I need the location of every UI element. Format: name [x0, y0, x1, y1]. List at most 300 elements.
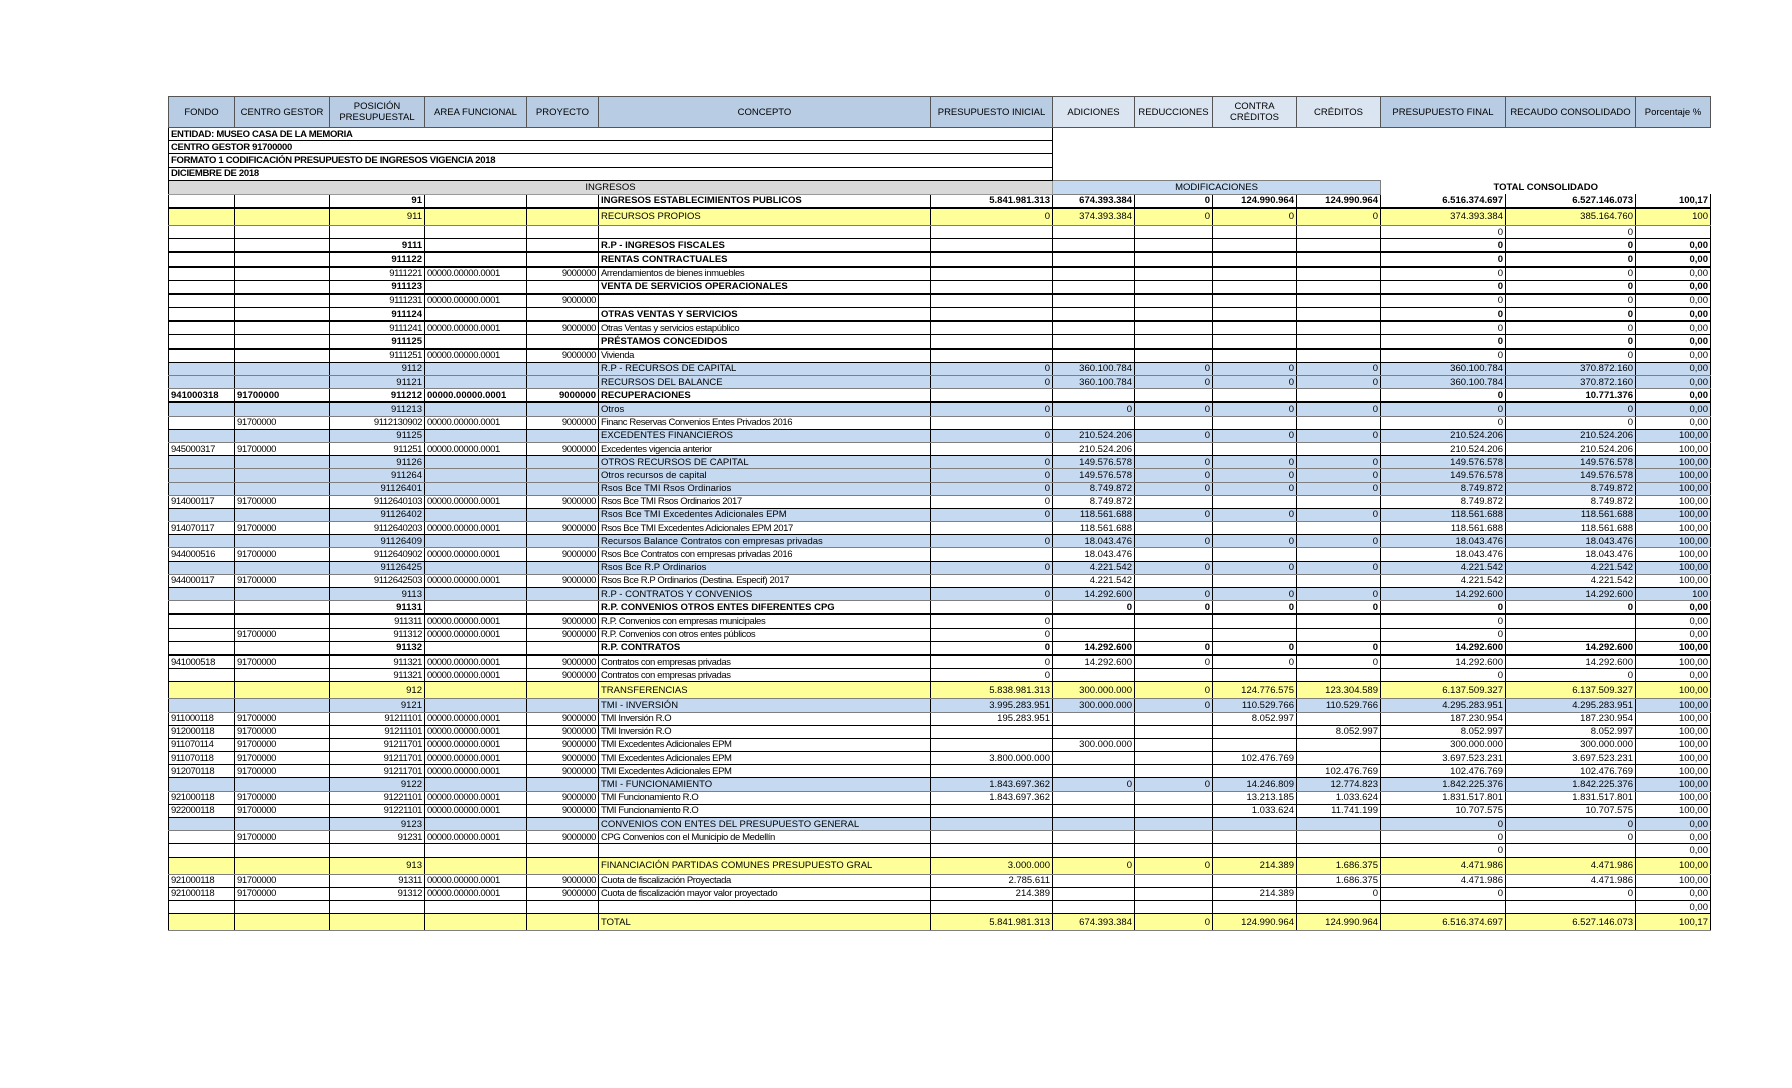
cell-concepto: Otros — [599, 402, 931, 416]
cell-proyecto: 9000000 — [527, 548, 599, 561]
cell-creditos — [1297, 548, 1381, 561]
cell-posicion-presupuestal: 911212 — [330, 389, 425, 403]
cell-concepto: PRÉSTAMOS CONCEDIDOS — [599, 335, 931, 349]
table-row — [169, 495, 1711, 508]
cell-recaudo-consolidado: 4.295.283.951 — [1506, 699, 1636, 712]
cell-porcentaje: 0,00 — [1636, 614, 1711, 628]
cell-presupuesto-final: 149.576.578 — [1381, 456, 1506, 469]
cell-presupuesto-inicial: 0 — [931, 208, 1053, 226]
cell-presupuesto-final: 118.561.688 — [1381, 522, 1506, 535]
table-row — [169, 225, 1711, 238]
cell-recaudo-consolidado: 210.524.206 — [1506, 429, 1636, 442]
cell-proyecto — [527, 280, 599, 294]
cell-proyecto: 9000000 — [527, 804, 599, 817]
cell-presupuesto-inicial — [931, 308, 1053, 322]
cell-centro-gestor — [235, 294, 330, 308]
cell-fondo — [169, 308, 235, 322]
cell-recaudo-consolidado: 0 — [1506, 225, 1636, 238]
cell-creditos: 0 — [1297, 641, 1381, 655]
cell-concepto — [599, 294, 931, 308]
cell-reducciones: 0 — [1135, 429, 1213, 442]
cell-proyecto: 9000000 — [527, 495, 599, 508]
cell-fondo: 921000118 — [169, 791, 235, 804]
cell-centro-gestor — [235, 482, 330, 495]
cell-contra-creditos — [1213, 267, 1297, 281]
cell-concepto: Contratos con empresas privadas — [599, 655, 931, 669]
cell-recaudo-consolidado: 0 — [1506, 321, 1636, 335]
cell-fondo — [169, 561, 235, 574]
cell-presupuesto-inicial: 0 — [931, 495, 1053, 508]
cell-adiciones: 0 — [1053, 402, 1135, 416]
cell-creditos: 0 — [1297, 376, 1381, 389]
column-header-proyecto: PROYECTO — [527, 97, 599, 128]
table-row — [169, 442, 1711, 455]
cell-recaudo-consolidado: 6.137.509.327 — [1506, 682, 1636, 699]
cell-recaudo-consolidado: 4.221.542 — [1506, 574, 1636, 587]
cell-contra-creditos — [1213, 900, 1297, 913]
cell-reducciones — [1135, 280, 1213, 294]
cell-presupuesto-inicial: 3.000.000 — [931, 857, 1053, 874]
cell-proyecto — [527, 900, 599, 913]
cell-presupuesto-final — [1381, 900, 1506, 913]
cell-posicion-presupuestal: 91211101 — [330, 725, 425, 738]
cell-concepto: TRANSFERENCIAS — [599, 682, 931, 699]
cell-presupuesto-final: 0 — [1381, 669, 1506, 682]
cell-proyecto — [527, 588, 599, 601]
table-row — [169, 239, 1711, 253]
cell-concepto: TMI - FUNCIONAMIENTO — [599, 778, 931, 791]
cell-concepto: OTROS RECURSOS DE CAPITAL — [599, 456, 931, 469]
cell-fondo — [169, 900, 235, 913]
table-row — [169, 280, 1711, 294]
cell-presupuesto-inicial — [931, 818, 1053, 831]
cell-adiciones: 14.292.600 — [1053, 641, 1135, 655]
cell-fondo — [169, 914, 235, 931]
cell-creditos — [1297, 614, 1381, 628]
cell-adiciones: 118.561.688 — [1053, 508, 1135, 521]
cell-concepto: Financ Reservas Convenios Entes Privados 2016 — [599, 416, 931, 429]
cell-presupuesto-final: 0 — [1381, 252, 1506, 266]
cell-posicion-presupuestal: 91126 — [330, 456, 425, 469]
cell-concepto: CPG Convenios con el Municipio de Medellín — [599, 831, 931, 844]
cell-adiciones: 300.000.000 — [1053, 738, 1135, 751]
cell-reducciones — [1135, 738, 1213, 751]
group-ingresos: INGRESOS — [169, 180, 1053, 194]
cell-recaudo-consolidado: 0 — [1506, 335, 1636, 349]
cell-concepto: RECUPERACIONES — [599, 389, 931, 403]
cell-presupuesto-inicial — [931, 349, 1053, 363]
cell-contra-creditos — [1213, 349, 1297, 363]
cell-centro-gestor — [235, 335, 330, 349]
cell-reducciones — [1135, 628, 1213, 641]
cell-porcentaje: 100,00 — [1636, 522, 1711, 535]
cell-proyecto — [527, 535, 599, 548]
cell-concepto: CONVENIOS CON ENTES DEL PRESUPUESTO GENERAL — [599, 818, 931, 831]
cell-presupuesto-inicial: 5.838.981.313 — [931, 682, 1053, 699]
cell-reducciones: 0 — [1135, 641, 1213, 655]
cell-presupuesto-inicial — [931, 844, 1053, 857]
cell-reducciones — [1135, 389, 1213, 403]
cell-proyecto — [527, 194, 599, 208]
cell-contra-creditos: 0 — [1213, 402, 1297, 416]
cell-area-funcional: 00000.00000.0001 — [425, 574, 527, 587]
cell-posicion-presupuestal: 9112640902 — [330, 548, 425, 561]
cell-posicion-presupuestal: 913 — [330, 857, 425, 874]
cell-area-funcional: 00000.00000.0001 — [425, 548, 527, 561]
cell-area-funcional — [425, 402, 527, 416]
cell-creditos: 0 — [1297, 887, 1381, 900]
cell-fondo — [169, 699, 235, 712]
cell-centro-gestor — [235, 588, 330, 601]
cell-recaudo-consolidado: 0 — [1506, 601, 1636, 615]
cell-proyecto: 9000000 — [527, 712, 599, 725]
cell-posicion-presupuestal: 912 — [330, 682, 425, 699]
cell-proyecto — [527, 914, 599, 931]
cell-adiciones: 300.000.000 — [1053, 682, 1135, 699]
column-header-fondo: FONDO — [169, 97, 235, 128]
cell-porcentaje: 0,00 — [1636, 362, 1711, 375]
group-modificaciones: MODIFICACIONES — [1053, 180, 1381, 194]
cell-reducciones — [1135, 335, 1213, 349]
cell-fondo — [169, 208, 235, 226]
cell-reducciones — [1135, 442, 1213, 455]
cell-presupuesto-inicial: 214.389 — [931, 887, 1053, 900]
cell-porcentaje: 0,00 — [1636, 239, 1711, 253]
cell-proyecto: 9000000 — [527, 874, 599, 887]
cell-concepto: Otros recursos de capital — [599, 469, 931, 482]
cell-recaudo-consolidado: 118.561.688 — [1506, 522, 1636, 535]
cell-fondo: 911070114 — [169, 738, 235, 751]
cell-presupuesto-inicial: 2.785.611 — [931, 874, 1053, 887]
cell-adiciones — [1053, 389, 1135, 403]
cell-concepto: Rsos Bce R.P Ordinarios (Destina. Especif) 2017 — [599, 574, 931, 587]
cell-creditos — [1297, 900, 1381, 913]
cell-contra-creditos — [1213, 239, 1297, 253]
cell-proyecto: 9000000 — [527, 752, 599, 765]
cell-posicion-presupuestal: 91221101 — [330, 791, 425, 804]
cell-proyecto: 9000000 — [527, 738, 599, 751]
cell-reducciones — [1135, 791, 1213, 804]
cell-proyecto — [527, 456, 599, 469]
cell-recaudo-consolidado — [1506, 614, 1636, 628]
cell-concepto: Rsos Bce TMI Rsos Ordinarios — [599, 482, 931, 495]
cell-creditos — [1297, 818, 1381, 831]
table-row — [169, 574, 1711, 587]
column-header-area-funcional: AREA FUNCIONAL — [425, 97, 527, 128]
cell-reducciones — [1135, 887, 1213, 900]
cell-centro-gestor — [235, 508, 330, 521]
cell-area-funcional — [425, 535, 527, 548]
cell-adiciones — [1053, 225, 1135, 238]
cell-creditos: 0 — [1297, 456, 1381, 469]
cell-contra-creditos — [1213, 574, 1297, 587]
table-row — [169, 857, 1711, 874]
cell-recaudo-consolidado: 0 — [1506, 308, 1636, 322]
cell-recaudo-consolidado — [1506, 844, 1636, 857]
cell-porcentaje: 100 — [1636, 208, 1711, 226]
cell-area-funcional — [425, 429, 527, 442]
cell-reducciones — [1135, 752, 1213, 765]
cell-centro-gestor: 91700000 — [235, 791, 330, 804]
cell-creditos: 0 — [1297, 469, 1381, 482]
cell-creditos: 0 — [1297, 535, 1381, 548]
column-header-porcentaje: Porcentaje % — [1636, 97, 1711, 128]
cell-creditos — [1297, 574, 1381, 587]
cell-fondo — [169, 402, 235, 416]
cell-adiciones — [1053, 791, 1135, 804]
cell-concepto: OTRAS VENTAS Y SERVICIOS — [599, 308, 931, 322]
cell-fondo — [169, 469, 235, 482]
cell-posicion-presupuestal: 911251 — [330, 442, 425, 455]
cell-recaudo-consolidado: 1.831.517.801 — [1506, 791, 1636, 804]
cell-adiciones — [1053, 335, 1135, 349]
cell-contra-creditos: 214.389 — [1213, 887, 1297, 900]
cell-area-funcional — [425, 508, 527, 521]
cell-concepto: RECURSOS PROPIOS — [599, 208, 931, 226]
cell-contra-creditos — [1213, 252, 1297, 266]
table-row — [169, 416, 1711, 429]
table-row — [169, 844, 1711, 857]
cell-presupuesto-final: 0 — [1381, 321, 1506, 335]
table-row — [169, 725, 1711, 738]
cell-proyecto: 9000000 — [527, 267, 599, 281]
cell-area-funcional: 00000.00000.0001 — [425, 321, 527, 335]
table-row — [169, 818, 1711, 831]
cell-centro-gestor: 91700000 — [235, 887, 330, 900]
cell-reducciones: 0 — [1135, 456, 1213, 469]
cell-porcentaje: 0,00 — [1636, 831, 1711, 844]
cell-centro-gestor — [235, 614, 330, 628]
cell-porcentaje: 0,00 — [1636, 818, 1711, 831]
cell-concepto: Rsos Bce R.P Ordinarios — [599, 561, 931, 574]
column-header-recaudo-consolidado: RECAUDO CONSOLIDADO — [1506, 97, 1636, 128]
cell-adiciones — [1053, 900, 1135, 913]
cell-fondo: 944000117 — [169, 574, 235, 587]
cell-adiciones: 18.043.476 — [1053, 548, 1135, 561]
table-row — [169, 308, 1711, 322]
cell-area-funcional: 00000.00000.0001 — [425, 738, 527, 751]
cell-posicion-presupuestal: 91231 — [330, 831, 425, 844]
cell-area-funcional: 00000.00000.0001 — [425, 655, 527, 669]
cell-porcentaje: 100,00 — [1636, 765, 1711, 778]
cell-presupuesto-final: 14.292.600 — [1381, 588, 1506, 601]
cell-area-funcional — [425, 239, 527, 253]
cell-posicion-presupuestal: 91121 — [330, 376, 425, 389]
cell-area-funcional: 00000.00000.0001 — [425, 628, 527, 641]
cell-concepto: TMI Excedentes Adicionales EPM — [599, 765, 931, 778]
cell-area-funcional — [425, 469, 527, 482]
cell-area-funcional — [425, 561, 527, 574]
cost-center-title: CENTRO GESTOR 91700000 — [169, 141, 1053, 154]
cell-recaudo-consolidado: 118.561.688 — [1506, 508, 1636, 521]
column-header-presupuesto-final: PRESUPUESTO FINAL — [1381, 97, 1506, 128]
cell-concepto — [599, 900, 931, 913]
cell-adiciones — [1053, 831, 1135, 844]
table-row — [169, 900, 1711, 913]
cell-centro-gestor — [235, 252, 330, 266]
cell-area-funcional — [425, 482, 527, 495]
cell-fondo — [169, 321, 235, 335]
table-row — [169, 548, 1711, 561]
cell-reducciones — [1135, 522, 1213, 535]
cell-posicion-presupuestal: 91221101 — [330, 804, 425, 817]
cell-proyecto — [527, 857, 599, 874]
cell-proyecto: 9000000 — [527, 628, 599, 641]
cell-porcentaje: 100,00 — [1636, 725, 1711, 738]
cell-presupuesto-final: 6.516.374.697 — [1381, 914, 1506, 931]
cell-recaudo-consolidado: 4.471.986 — [1506, 857, 1636, 874]
cell-posicion-presupuestal: 911213 — [330, 402, 425, 416]
cell-centro-gestor: 91700000 — [235, 831, 330, 844]
cell-concepto: R.P - RECURSOS DE CAPITAL — [599, 362, 931, 375]
cell-porcentaje: 100,00 — [1636, 778, 1711, 791]
table-row — [169, 508, 1711, 521]
cell-concepto — [599, 844, 931, 857]
cell-porcentaje: 0,00 — [1636, 308, 1711, 322]
cell-porcentaje: 100,00 — [1636, 804, 1711, 817]
cell-creditos — [1297, 267, 1381, 281]
cell-reducciones — [1135, 294, 1213, 308]
cell-reducciones: 0 — [1135, 402, 1213, 416]
cell-porcentaje: 0,00 — [1636, 900, 1711, 913]
cell-concepto: Rsos Bce TMI Rsos Ordinarios 2017 — [599, 495, 931, 508]
table-row — [169, 641, 1711, 655]
cell-adiciones: 8.749.872 — [1053, 482, 1135, 495]
cell-contra-creditos — [1213, 725, 1297, 738]
cell-creditos: 0 — [1297, 482, 1381, 495]
cell-adiciones: 18.043.476 — [1053, 535, 1135, 548]
cell-reducciones — [1135, 225, 1213, 238]
cell-fondo — [169, 535, 235, 548]
cell-proyecto — [527, 682, 599, 699]
cell-posicion-presupuestal: 91126401 — [330, 482, 425, 495]
cell-centro-gestor: 91700000 — [235, 765, 330, 778]
cell-centro-gestor — [235, 402, 330, 416]
cell-porcentaje: 100,00 — [1636, 874, 1711, 887]
table-row — [169, 294, 1711, 308]
cell-centro-gestor: 91700000 — [235, 874, 330, 887]
cell-centro-gestor — [235, 225, 330, 238]
cell-posicion-presupuestal: 9111251 — [330, 349, 425, 363]
cell-contra-creditos: 0 — [1213, 508, 1297, 521]
cell-presupuesto-inicial — [931, 574, 1053, 587]
cell-porcentaje: 100,00 — [1636, 682, 1711, 699]
cell-porcentaje: 100,00 — [1636, 535, 1711, 548]
cell-concepto: Rsos Bce Contratos con empresas privadas 2016 — [599, 548, 931, 561]
cell-area-funcional — [425, 900, 527, 913]
cell-presupuesto-final: 0 — [1381, 335, 1506, 349]
cell-area-funcional — [425, 376, 527, 389]
cell-concepto: TOTAL — [599, 914, 931, 931]
cell-recaudo-consolidado: 102.476.769 — [1506, 765, 1636, 778]
table-row — [169, 362, 1711, 375]
cell-area-funcional — [425, 252, 527, 266]
cell-presupuesto-inicial — [931, 280, 1053, 294]
cell-reducciones — [1135, 844, 1213, 857]
cell-adiciones: 0 — [1053, 601, 1135, 615]
cell-reducciones — [1135, 712, 1213, 725]
cell-adiciones — [1053, 887, 1135, 900]
cell-presupuesto-final: 210.524.206 — [1381, 429, 1506, 442]
cell-reducciones: 0 — [1135, 588, 1213, 601]
cell-porcentaje: 0,00 — [1636, 335, 1711, 349]
cell-centro-gestor: 91700000 — [235, 628, 330, 641]
cell-porcentaje: 100,00 — [1636, 508, 1711, 521]
table-row — [169, 335, 1711, 349]
cell-proyecto: 9000000 — [527, 574, 599, 587]
cell-reducciones — [1135, 321, 1213, 335]
cell-contra-creditos: 0 — [1213, 482, 1297, 495]
table-body — [169, 194, 1711, 930]
cell-presupuesto-final: 0 — [1381, 844, 1506, 857]
cell-adiciones: 0 — [1053, 778, 1135, 791]
table-row — [169, 778, 1711, 791]
column-header-creditos: CRÉDITOS — [1297, 97, 1381, 128]
cell-posicion-presupuestal: 911125 — [330, 335, 425, 349]
cell-fondo — [169, 601, 235, 615]
cell-contra-creditos — [1213, 831, 1297, 844]
cell-area-funcional — [425, 588, 527, 601]
cell-proyecto — [527, 308, 599, 322]
cell-contra-creditos: 0 — [1213, 655, 1297, 669]
cell-area-funcional: 00000.00000.0001 — [425, 495, 527, 508]
cell-reducciones — [1135, 669, 1213, 682]
cell-presupuesto-final: 0 — [1381, 308, 1506, 322]
cell-reducciones — [1135, 614, 1213, 628]
cell-recaudo-consolidado: 10.771.376 — [1506, 389, 1636, 403]
cell-area-funcional: 00000.00000.0001 — [425, 725, 527, 738]
cell-presupuesto-inicial — [931, 442, 1053, 455]
cell-reducciones: 0 — [1135, 362, 1213, 375]
cell-area-funcional — [425, 225, 527, 238]
cell-contra-creditos: 124.776.575 — [1213, 682, 1297, 699]
table-row — [169, 456, 1711, 469]
cell-area-funcional — [425, 208, 527, 226]
cell-contra-creditos — [1213, 548, 1297, 561]
cell-creditos — [1297, 416, 1381, 429]
table-row — [169, 655, 1711, 669]
cell-concepto: Rsos Bce TMI Excedentes Adicionales EPM — [599, 508, 931, 521]
cell-porcentaje: 100,00 — [1636, 857, 1711, 874]
cell-presupuesto-inicial — [931, 831, 1053, 844]
cell-reducciones — [1135, 818, 1213, 831]
table-row — [169, 614, 1711, 628]
table-row — [169, 376, 1711, 389]
cell-presupuesto-final: 118.561.688 — [1381, 508, 1506, 521]
cell-adiciones — [1053, 294, 1135, 308]
cell-recaudo-consolidado: 3.697.523.231 — [1506, 752, 1636, 765]
cell-reducciones — [1135, 252, 1213, 266]
cell-proyecto: 9000000 — [527, 669, 599, 682]
cell-centro-gestor: 91700000 — [235, 712, 330, 725]
cell-centro-gestor — [235, 561, 330, 574]
cell-adiciones: 4.221.542 — [1053, 561, 1135, 574]
cell-adiciones — [1053, 752, 1135, 765]
cell-concepto: R.P. Convenios con empresas municipales — [599, 614, 931, 628]
cell-contra-creditos: 0 — [1213, 588, 1297, 601]
cell-porcentaje: 0,00 — [1636, 844, 1711, 857]
cell-adiciones: 360.100.784 — [1053, 362, 1135, 375]
cell-porcentaje: 0,00 — [1636, 252, 1711, 266]
cell-proyecto: 9000000 — [527, 725, 599, 738]
cell-presupuesto-final: 0 — [1381, 416, 1506, 429]
cell-presupuesto-final: 6.516.374.697 — [1381, 194, 1506, 208]
cell-contra-creditos — [1213, 416, 1297, 429]
cell-presupuesto-inicial — [931, 804, 1053, 817]
cell-porcentaje — [1636, 225, 1711, 238]
cell-presupuesto-inicial — [931, 416, 1053, 429]
cell-proyecto — [527, 699, 599, 712]
